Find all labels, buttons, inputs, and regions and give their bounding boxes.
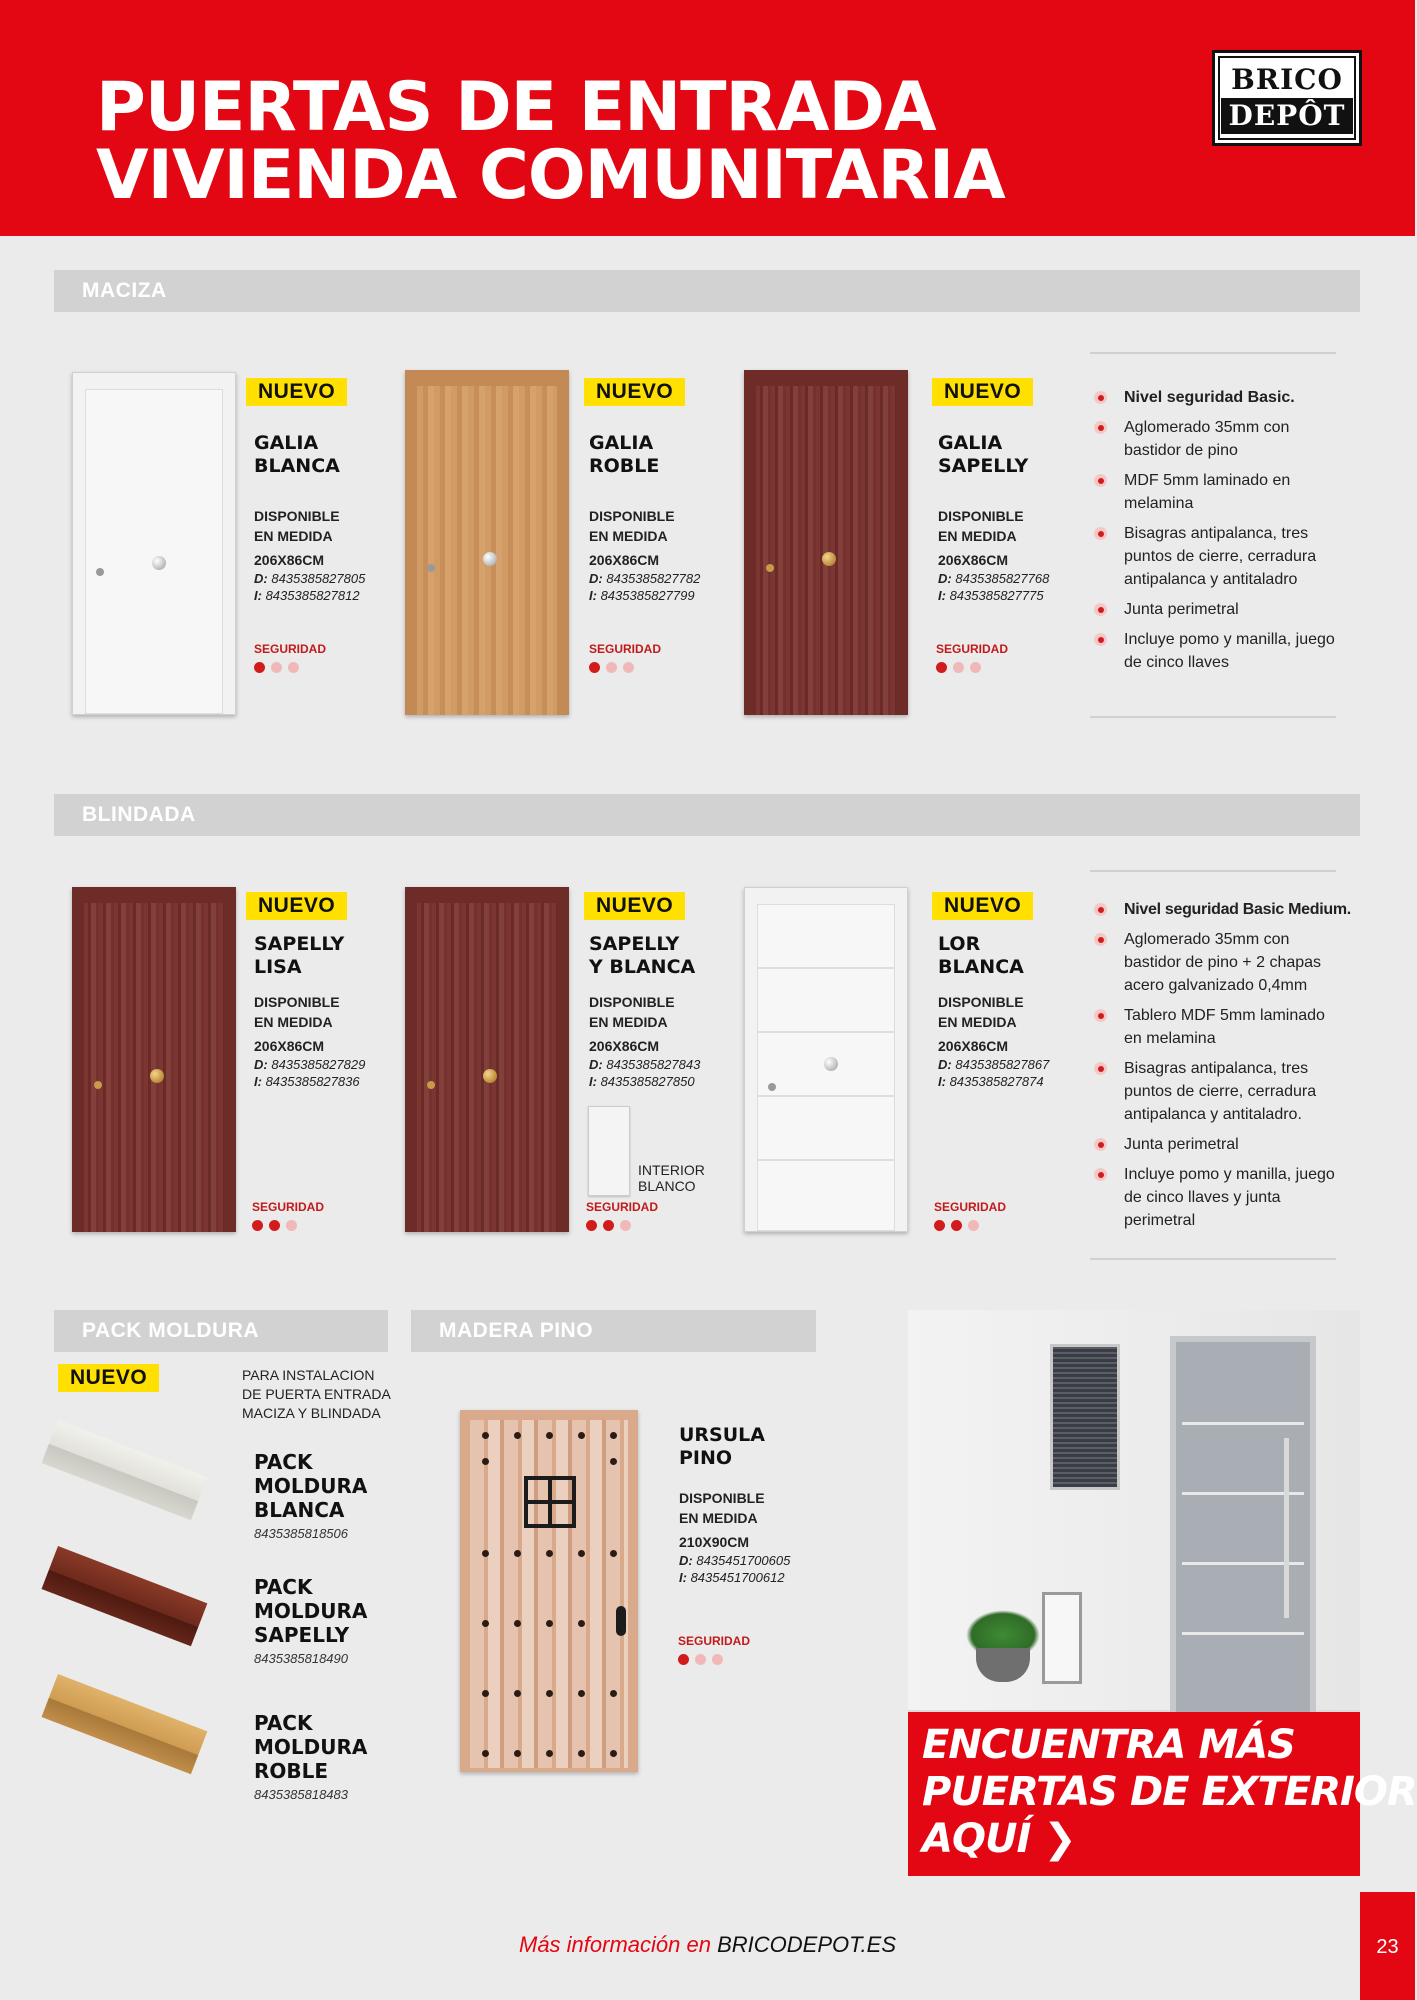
security-label: SEGURIDAD xyxy=(936,642,1009,656)
bullet-icon xyxy=(1094,1168,1107,1181)
product-name: LOR BLANCA xyxy=(938,933,1024,978)
footer-text: Más información en xyxy=(519,1932,718,1957)
moulding-name: PACK MOLDURA BLANCA xyxy=(254,1450,368,1522)
page-number: 23 xyxy=(1360,1892,1415,2000)
door-image-lor-blanca xyxy=(744,887,908,1232)
product-info: DISPONIBLE EN MEDIDA 210X90CM D: 8435451700605 I: 8435451700612 xyxy=(679,1490,791,1585)
security-label: SEGURIDAD xyxy=(934,1200,1007,1214)
door-image-ursula-pino xyxy=(460,1410,638,1772)
product-code-d: 8435385827805 xyxy=(271,571,366,586)
product-code-d: 8435451700605 xyxy=(696,1553,791,1568)
section-pack-moldura: PACK MOLDURA xyxy=(54,1310,388,1352)
feature-item: Aglomerado 35mm con bastidor de pino xyxy=(1090,416,1336,462)
door-grille xyxy=(524,1476,576,1528)
security-dot xyxy=(951,1220,962,1231)
product-code-d: 8435385827867 xyxy=(955,1057,1050,1072)
nuevo-badge: NUEVO xyxy=(246,378,347,406)
bullet-icon xyxy=(1094,603,1107,616)
product-info: DISPONIBLE EN MEDIDA 206X86CM D: 8435385827805 I: 8435385827812 xyxy=(254,508,366,603)
product-code-i: 8435385827775 xyxy=(949,588,1044,603)
product-name: SAPELLY LISA xyxy=(254,933,345,978)
security-dot xyxy=(252,1220,263,1231)
promo-banner[interactable] xyxy=(908,1712,1417,1876)
logo-text-top: BRICO xyxy=(1231,63,1343,96)
security-dot xyxy=(953,662,964,673)
feature-item: MDF 5mm laminado en melamina xyxy=(1090,469,1336,515)
door-image-galia-roble xyxy=(405,370,569,715)
product-code-i: 8435385827812 xyxy=(265,588,360,603)
security-dot xyxy=(589,662,600,673)
security-dot xyxy=(695,1654,706,1665)
page-title xyxy=(96,68,1005,215)
security-label: SEGURIDAD xyxy=(586,1200,659,1214)
product-info: DISPONIBLE EN MEDIDA 206X86CM D: 8435385827782 I: 8435385827799 xyxy=(589,508,701,603)
feature-item: Bisagras antipalanca, tres puntos de cierre, cerradura antipalanca y antitaladro xyxy=(1090,522,1336,591)
product-info: DISPONIBLE EN MEDIDA 206X86CM D: 8435385827829 I: 8435385827836 xyxy=(254,994,366,1089)
nuevo-badge: NUEVO xyxy=(246,892,347,920)
feature-item: Tablero MDF 5mm laminado en melamina xyxy=(1090,1004,1336,1050)
security-dot xyxy=(678,1654,689,1665)
nuevo-badge: NUEVO xyxy=(584,378,685,406)
security-dot xyxy=(968,1220,979,1231)
page-title-line1: PUERTAS DE ENTRADA xyxy=(96,68,936,147)
security-dots xyxy=(586,1220,631,1231)
moulding-image-roble xyxy=(42,1674,208,1774)
page-title-line2: VIVIENDA COMUNITARIA xyxy=(96,136,1005,215)
promo-line2: PUERTAS DE EXTERIOR xyxy=(922,1769,1417,1815)
product-code-i: 8435385827836 xyxy=(265,1074,360,1089)
pack-moldura-description: PARA INSTALACION DE PUERTA ENTRADA MACIZA Y BLINDADA xyxy=(242,1367,391,1421)
security-label: SEGURIDAD xyxy=(589,642,662,656)
page-header xyxy=(0,0,1415,236)
feature-item: Bisagras antipalanca, tres puntos de cierre, cerradura antipalanca y antitaladro. xyxy=(1090,1057,1336,1126)
product-code-d: 8435385827843 xyxy=(606,1057,701,1072)
promo-photo xyxy=(908,1310,1360,1710)
moulding-name: PACK MOLDURA ROBLE xyxy=(254,1711,368,1783)
moulding-name: PACK MOLDURA SAPELLY xyxy=(254,1575,368,1647)
product-code-i: 8435385827874 xyxy=(949,1074,1044,1089)
bullet-icon xyxy=(1094,633,1107,646)
security-label: SEGURIDAD xyxy=(252,1200,325,1214)
bullet-icon xyxy=(1094,903,1107,916)
security-label: SEGURIDAD xyxy=(254,642,327,656)
blindada-features-list xyxy=(1090,870,1351,1260)
feature-item: Incluye pomo y manilla, juego de cinco llaves y junta perimetral xyxy=(1090,1163,1336,1232)
security-dot xyxy=(254,662,265,673)
security-dot xyxy=(586,1220,597,1231)
promo-cta-link[interactable]: AQUÍ ❯ xyxy=(922,1816,1076,1862)
footer-website-link[interactable]: BRICODEPOT.ES xyxy=(717,1932,896,1957)
door-image-sapelly-y-blanca xyxy=(405,887,569,1232)
moulding-code: 8435385818506 xyxy=(254,1526,348,1541)
product-code-d: 8435385827829 xyxy=(271,1057,366,1072)
bullet-icon xyxy=(1094,421,1107,434)
moulding-image-sapelly xyxy=(42,1546,208,1646)
security-dot xyxy=(934,1220,945,1231)
promo-lantern xyxy=(1042,1592,1082,1684)
security-dot xyxy=(603,1220,614,1231)
security-dot xyxy=(288,662,299,673)
promo-door xyxy=(1170,1336,1316,1726)
maciza-features-list xyxy=(1090,352,1336,718)
security-dots xyxy=(254,662,299,673)
security-dots xyxy=(678,1654,723,1665)
security-label: SEGURIDAD xyxy=(678,1634,751,1648)
moulding-code: 8435385818483 xyxy=(254,1787,348,1802)
bullet-icon xyxy=(1094,933,1107,946)
product-info: DISPONIBLE EN MEDIDA 206X86CM D: 8435385827768 I: 8435385827775 xyxy=(938,508,1050,603)
promo-exterior-doors[interactable] xyxy=(908,1310,1417,1876)
security-dot xyxy=(623,662,634,673)
bullet-icon xyxy=(1094,1062,1107,1075)
product-name: GALIA BLANCA xyxy=(254,432,340,477)
feature-item: Aglomerado 35mm con bastidor de pino + 2 chapas acero galvanizado 0,4mm xyxy=(1090,928,1336,997)
security-dot xyxy=(269,1220,280,1231)
security-dots xyxy=(589,662,634,673)
product-name: URSULA PINO xyxy=(679,1424,765,1469)
nuevo-badge: NUEVO xyxy=(932,378,1033,406)
security-dot xyxy=(936,662,947,673)
footer-info xyxy=(0,1932,1415,1958)
security-dots xyxy=(936,662,981,673)
moulding-code: 8435385818490 xyxy=(254,1651,348,1666)
interior-door-image xyxy=(588,1106,630,1196)
nuevo-badge: NUEVO xyxy=(58,1364,159,1392)
interior-label: INTERIOR BLANCO xyxy=(638,1162,705,1194)
door-image-sapelly-lisa xyxy=(72,887,236,1232)
product-name: GALIA ROBLE xyxy=(589,432,660,477)
feature-item: Nivel seguridad Basic. xyxy=(1090,386,1336,409)
bullet-icon xyxy=(1094,527,1107,540)
bullet-icon xyxy=(1094,391,1107,404)
product-code-d: 8435385827768 xyxy=(955,571,1050,586)
bullet-icon xyxy=(1094,1009,1107,1022)
security-dot xyxy=(271,662,282,673)
product-code-i: 8435385827850 xyxy=(600,1074,695,1089)
brico-depot-logo[interactable] xyxy=(1212,50,1362,146)
nuevo-badge: NUEVO xyxy=(584,892,685,920)
section-maciza: MACIZA xyxy=(54,270,1360,312)
security-dot xyxy=(970,662,981,673)
bullet-icon xyxy=(1094,474,1107,487)
security-dot xyxy=(620,1220,631,1231)
promo-pot xyxy=(976,1648,1030,1682)
nuevo-badge: NUEVO xyxy=(932,892,1033,920)
security-dot xyxy=(606,662,617,673)
product-info: DISPONIBLE EN MEDIDA 206X86CM D: 8435385827867 I: 8435385827874 xyxy=(938,994,1050,1089)
section-blindada: BLINDADA xyxy=(54,794,1360,836)
promo-window xyxy=(1050,1344,1120,1490)
door-image-galia-sapelly xyxy=(744,370,908,715)
product-name: SAPELLY Y BLANCA xyxy=(589,933,696,978)
product-code-i: 8435385827799 xyxy=(600,588,695,603)
promo-line1: ENCUENTRA MÁS xyxy=(922,1722,1295,1768)
lock-icon xyxy=(616,1606,626,1636)
security-dot xyxy=(712,1654,723,1665)
logo-text-bottom: DEPÔT xyxy=(1221,98,1354,134)
security-dots xyxy=(252,1220,297,1231)
security-dots xyxy=(934,1220,979,1231)
product-code-d: 8435385827782 xyxy=(606,571,701,586)
moulding-image-blanca xyxy=(42,1420,208,1520)
product-code-i: 8435451700612 xyxy=(690,1570,785,1585)
section-madera-pino: MADERA PINO xyxy=(411,1310,816,1352)
door-image-galia-blanca xyxy=(72,372,236,715)
security-dot xyxy=(286,1220,297,1231)
feature-item: Junta perimetral xyxy=(1090,1133,1336,1156)
feature-item: Incluye pomo y manilla, juego de cinco llaves xyxy=(1090,628,1336,674)
product-name: GALIA SAPELLY xyxy=(938,432,1029,477)
feature-item: Nivel seguridad Basic Medium. xyxy=(1090,898,1336,921)
feature-item: Junta perimetral xyxy=(1090,598,1336,621)
product-info: DISPONIBLE EN MEDIDA 206X86CM D: 8435385827843 I: 8435385827850 xyxy=(589,994,701,1089)
bullet-icon xyxy=(1094,1138,1107,1151)
